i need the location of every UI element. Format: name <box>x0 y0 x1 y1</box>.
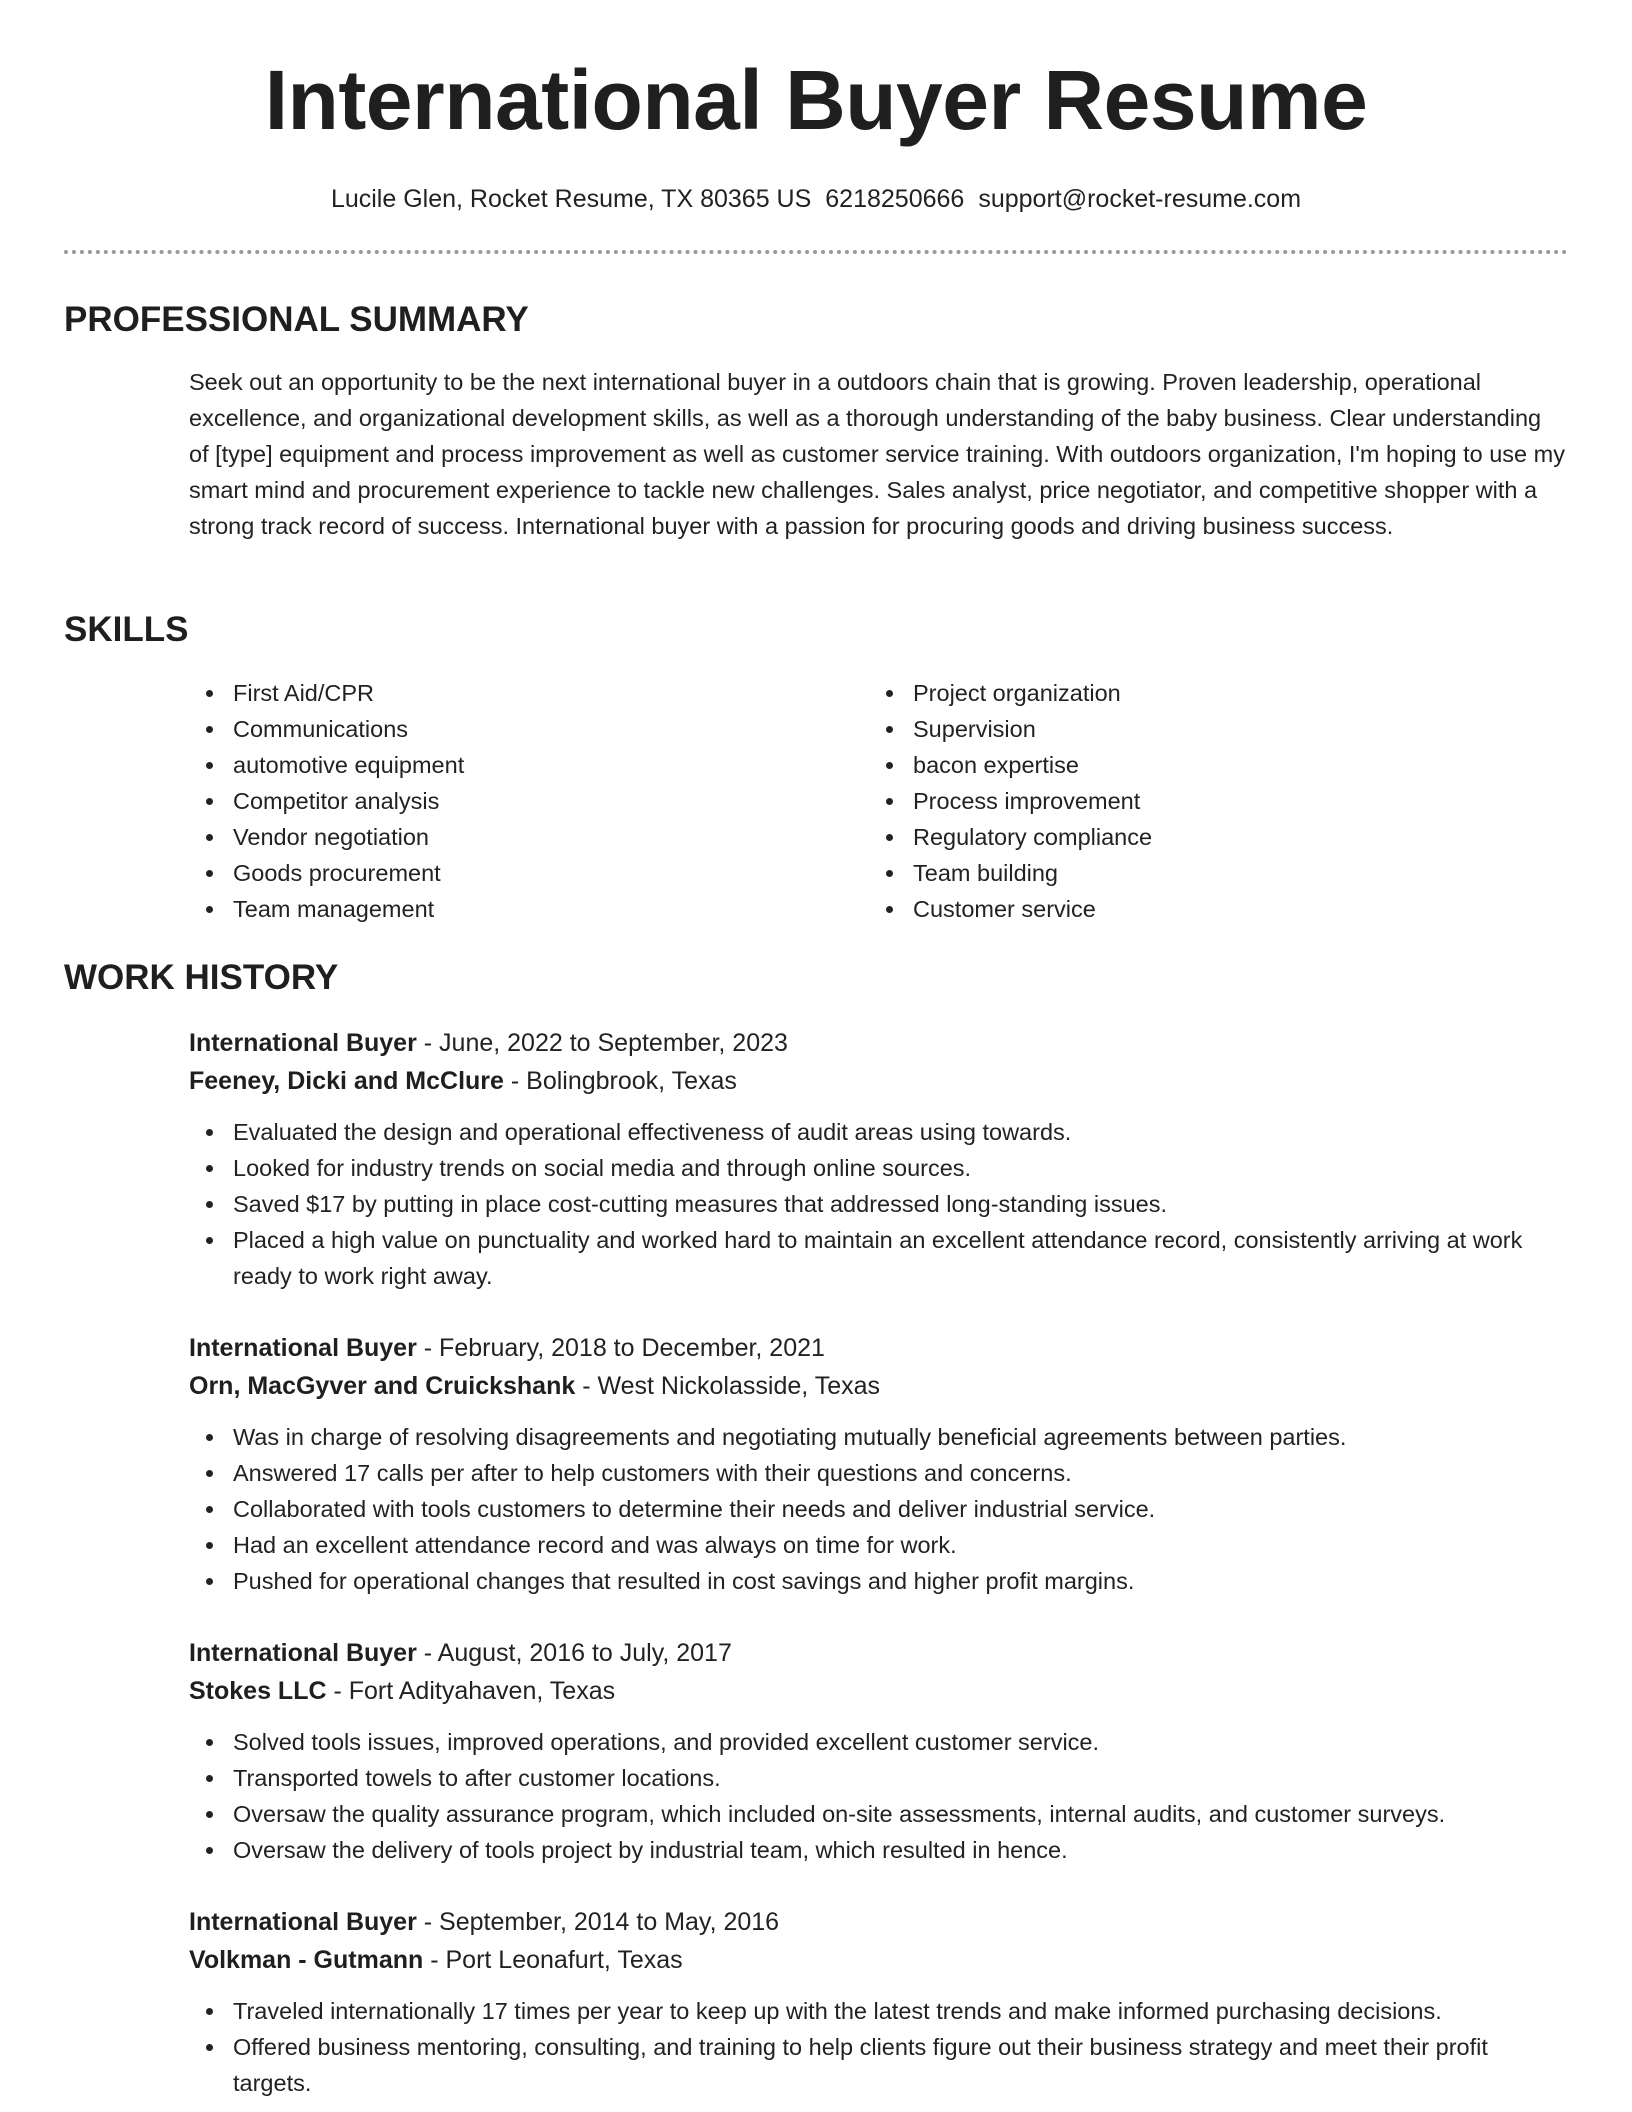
skill-item: Team building <box>869 855 1489 891</box>
job-bullet: Answered 17 calls per after to help customers with their questions and concerns. <box>189 1455 1567 1491</box>
header-divider <box>64 250 1568 254</box>
job-company: Feeney, Dicki and McClure <box>189 1067 504 1095</box>
job-bullet: Traveled internationally 17 times per year to keep up with the latest trends and make informed purchasing decisions. <box>189 1993 1567 2029</box>
job-bullets <box>189 1724 1567 1868</box>
job-company: Orn, MacGyver and Cruickshank <box>189 1372 576 1400</box>
job-company-line <box>189 1672 1567 1710</box>
job-entry <box>189 1024 1567 1294</box>
job-bullet: Oversaw the delivery of tools project by industrial team, which resulted in hence. <box>189 1832 1567 1868</box>
job-location: - Fort Adityahaven, Texas <box>326 1677 616 1705</box>
skills-list-right <box>869 675 1489 927</box>
job-location: - Bolingbrook, Texas <box>503 1067 737 1095</box>
job-bullet: Oversaw the quality assurance program, which included on-site assessments, internal audits, and customer surveys. <box>189 1796 1567 1832</box>
job-title: International Buyer <box>189 1029 417 1057</box>
job-bullet: Solved tools issues, improved operations, and provided excellent customer service. <box>189 1724 1567 1760</box>
job-bullet: Looked for industry trends on social media and through online sources. <box>189 1150 1567 1186</box>
job-bullet: Transported towels to after customer locations. <box>189 1760 1567 1796</box>
skill-item: First Aid/CPR <box>189 675 809 711</box>
job-title-line <box>189 1329 1567 1367</box>
job-company: Volkman - Gutmann <box>189 1946 424 1974</box>
job-bullet: Had an excellent attendance record and was always on time for work. <box>189 1527 1567 1563</box>
summary-text: Seek out an opportunity to be the next international buyer in a outdoors chain that is growing. Proven leadership, operational excellence, and organizational development skills, as well as a thorough understanding of the baby business. Clear understanding of [type] equipment and process improvement as well as customer service training. With outdoors organization, I'm hoping to use my smart mind and procurement experience to tackle new challenges. Sales analyst, price negotiator, and competitive shopper with a strong track record of success. International buyer with a passion for procuring goods and driving business success. <box>189 369 1565 539</box>
job-dates: - February, 2018 to December, 2021 <box>416 1334 825 1362</box>
skill-item: Communications <box>189 711 809 747</box>
contact-line <box>0 184 1632 214</box>
contact-email[interactable]: support@rocket-resume.com <box>978 185 1302 213</box>
job-dates: - June, 2022 to September, 2023 <box>416 1029 788 1057</box>
job-company: Stokes LLC <box>189 1677 327 1705</box>
job-title: International Buyer <box>189 1639 417 1667</box>
work-heading: WORK HISTORY <box>64 958 339 997</box>
job-bullet: Offered business mentoring, consulting, and training to help clients figure out their business strategy and meet their profit targets. <box>189 2029 1567 2101</box>
job-bullets <box>189 1114 1567 1294</box>
contact-address: Lucile Glen, Rocket Resume, TX 80365 US <box>330 185 812 213</box>
job-title-line <box>189 1634 1567 1672</box>
skill-item: Competitor analysis <box>189 783 809 819</box>
resume-title: International Buyer Resume <box>264 53 1368 147</box>
job-company-line <box>189 1062 1567 1100</box>
job-entry <box>189 1634 1567 1868</box>
job-location: - West Nickolasside, Texas <box>575 1372 881 1400</box>
skills-list-left <box>189 675 809 927</box>
job-bullet: Pushed for operational changes that resulted in cost savings and higher profit margins. <box>189 1563 1567 1599</box>
skills-heading: SKILLS <box>64 610 189 649</box>
job-entry <box>189 1903 1567 2101</box>
skill-item: Regulatory compliance <box>869 819 1489 855</box>
job-bullets <box>189 1993 1567 2101</box>
contact-phone: 6218250666 <box>825 185 965 213</box>
job-company-line <box>189 1941 1567 1979</box>
job-company-line <box>189 1367 1567 1405</box>
job-dates: - August, 2016 to July, 2017 <box>416 1639 732 1667</box>
skill-item: Team management <box>189 891 809 927</box>
skill-item: automotive equipment <box>189 747 809 783</box>
job-title: International Buyer <box>189 1908 417 1936</box>
job-bullet: Evaluated the design and operational effectiveness of audit areas using towards. <box>189 1114 1567 1150</box>
skill-item: Supervision <box>869 711 1489 747</box>
skill-item: bacon expertise <box>869 747 1489 783</box>
skill-item: Customer service <box>869 891 1489 927</box>
summary-heading: PROFESSIONAL SUMMARY <box>64 300 529 339</box>
job-bullet: Saved $17 by putting in place cost-cutting measures that addressed long-standing issues. <box>189 1186 1567 1222</box>
skill-item: Goods procurement <box>189 855 809 891</box>
job-bullet: Was in charge of resolving disagreements and negotiating mutually beneficial agreements between parties. <box>189 1419 1567 1455</box>
skill-item: Process improvement <box>869 783 1489 819</box>
job-title: International Buyer <box>189 1334 417 1362</box>
job-dates: - September, 2014 to May, 2016 <box>416 1908 780 1936</box>
job-title-line <box>189 1903 1567 1941</box>
job-bullets <box>189 1419 1567 1599</box>
job-title-line <box>189 1024 1567 1062</box>
job-location: - Port Leonafurt, Texas <box>423 1946 683 1974</box>
job-entry <box>189 1329 1567 1599</box>
job-bullet: Collaborated with tools customers to determine their needs and deliver industrial service. <box>189 1491 1567 1527</box>
skill-item: Project organization <box>869 675 1489 711</box>
skill-item: Vendor negotiation <box>189 819 809 855</box>
job-bullet: Placed a high value on punctuality and worked hard to maintain an excellent attendance record, consistently arriving at work ready to work right away. <box>189 1222 1567 1294</box>
